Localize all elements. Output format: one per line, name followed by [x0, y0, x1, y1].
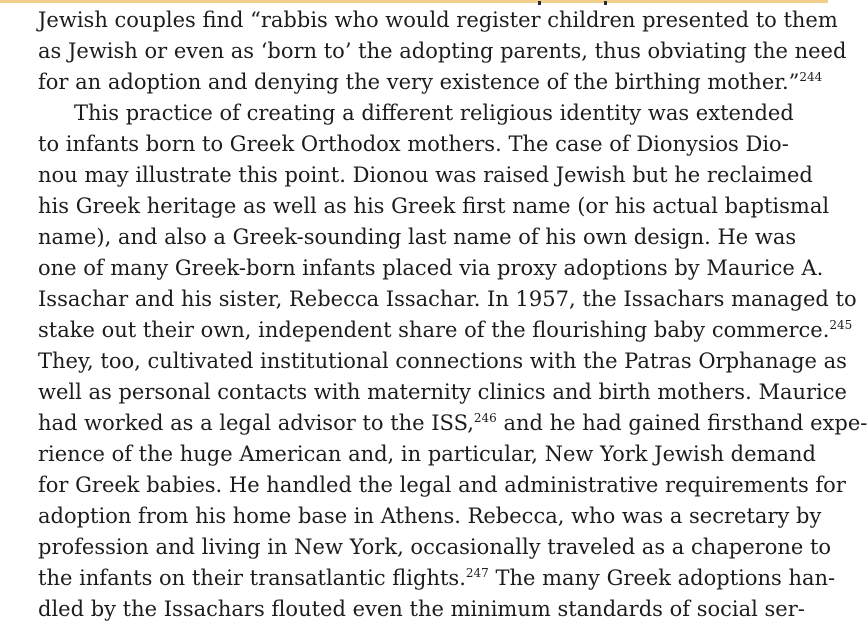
text-line: to infants born to Greek Orthodox mothers. The case of Dionysios Dio-: [38, 132, 789, 156]
text-line: nou may illustrate this point. Dionou was raised Jewish but he reclaimed: [38, 163, 813, 187]
text-line-body: the infants on their transatlantic flights.: [38, 566, 466, 590]
text-line: for Greek babies. He handled the legal and administrative requirements for: [38, 473, 846, 497]
text-line-body: for an adoption and denying the very existence of the birthing mother.”: [38, 70, 800, 94]
footnote-ref-244[interactable]: 244: [799, 70, 823, 84]
text-line: as Jewish or even as ‘born to’ the adopting parents, thus obviating the need: [38, 39, 847, 63]
text-line: rience of the huge American and, in particular, New York Jewish demand: [38, 442, 816, 466]
text-line: dled by the Issachars flouted even the minimum standards of social ser-: [38, 597, 805, 621]
document-page: [38, 5, 867, 625]
text-line: [38, 315, 853, 346]
text-line-tail: and he had gained firsthand expe-: [496, 411, 867, 435]
text-line: adoption from his home base in Athens. Rebecca, who was a secretary by: [38, 504, 822, 528]
text-line: [38, 67, 823, 98]
text-line: well as personal contacts with maternity clinics and birth mothers. Maurice: [38, 380, 847, 404]
paragraph-2: [38, 98, 867, 625]
footnote-ref-245[interactable]: 245: [829, 318, 853, 332]
text-line: This practice of creating a different religious identity was extended: [74, 101, 794, 125]
text-line-tail: The many Greek adoptions han-: [488, 566, 836, 590]
text-line-body: had worked as a legal advisor to the ISS,: [38, 411, 474, 435]
text-line: [38, 408, 867, 439]
text-line: Issachar and his sister, Rebecca Issachar. In 1957, the Issachars managed to: [38, 287, 857, 311]
footnote-ref-247[interactable]: 247: [465, 566, 489, 580]
text-line: one of many Greek-born infants placed via proxy adoptions by Maurice A.: [38, 256, 824, 280]
text-line: profession and living in New York, occasionally traveled as a chaperone to: [38, 535, 832, 559]
footnote-ref-246[interactable]: 246: [473, 411, 497, 425]
paragraph-1: [38, 5, 847, 98]
text-line: his Greek heritage as well as his Greek first name (or his actual baptismal: [38, 194, 830, 218]
text-line: name), and also a Greek-sounding last name of his own design. He was: [38, 225, 797, 249]
text-line: Jewish couples find “rabbis who would register children presented to them: [38, 8, 838, 32]
text-line: They, too, cultivated institutional connections with the Patras Orphanage as: [38, 349, 847, 373]
text-line: [38, 563, 836, 594]
text-line-body: stake out their own, independent share of the flourishing baby commerce.: [38, 318, 830, 342]
